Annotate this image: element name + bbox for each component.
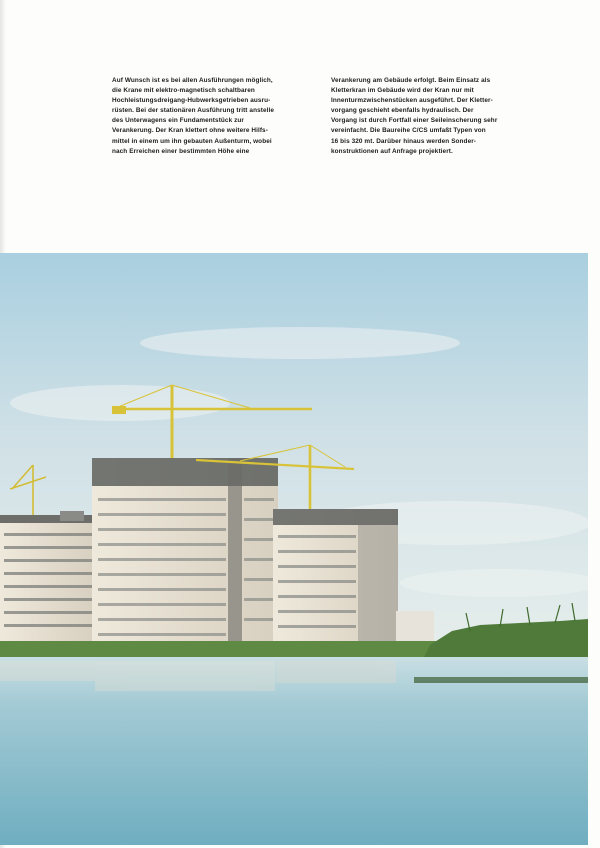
text-line: Verankerung am Gebäude erfolgt. Beim Einsatz als — [331, 77, 491, 84]
text-line: Verankerung. Der Kran klettert ohne weitere Hilfs- — [112, 127, 268, 135]
building-center — [92, 458, 278, 648]
text-line: Auf Wunsch ist es bei allen Ausführungen möglich, — [112, 77, 273, 84]
lake-water — [0, 657, 588, 845]
text-line: Hochleistungsdreigang-Hubwerksgetrieben ausru- — [112, 97, 271, 105]
text-line: mittel in einem um ihn gebauten Außenturm, wobei — [112, 137, 272, 145]
text-line: 16 bis 320 mt. Darüber hinaus werden Sonder- — [331, 137, 477, 145]
text-line: rüsten. Bei der stationären Ausführung tritt anstelle — [112, 107, 275, 115]
shoreline — [0, 641, 440, 657]
text-line: vorgang geschieht ebenfalls hydraulisch. Der — [331, 107, 474, 115]
text-line: Kletterkran im Gebäude wird der Kran nur mit — [331, 87, 474, 95]
text-column-right — [331, 76, 537, 157]
construction-photo — [0, 253, 588, 845]
building-distant — [396, 611, 434, 643]
text-line: vereinfacht. Die Baureihe C/CS umfaßt Typen von — [331, 127, 486, 135]
building-left — [0, 511, 96, 644]
text-column-left — [112, 76, 318, 157]
island-edge — [414, 677, 588, 683]
text-line: Vorgang ist durch Fortfall einer Seileinscherung sehr — [331, 117, 498, 125]
building-right — [273, 509, 398, 647]
text-line: des Unterwagens ein Fundamentstück zur — [112, 117, 244, 125]
text-line: die Krane mit elektro-magnetisch schaltbaren — [112, 87, 255, 95]
text-line: konstruktionen auf Anfrage projektiert. — [331, 147, 453, 155]
text-line: Innenturmzwischenstücken ausgeführt. Der Kletter- — [331, 97, 493, 105]
text-line: nach Erreichen einer bestimmten Höhe eine — [112, 147, 250, 155]
